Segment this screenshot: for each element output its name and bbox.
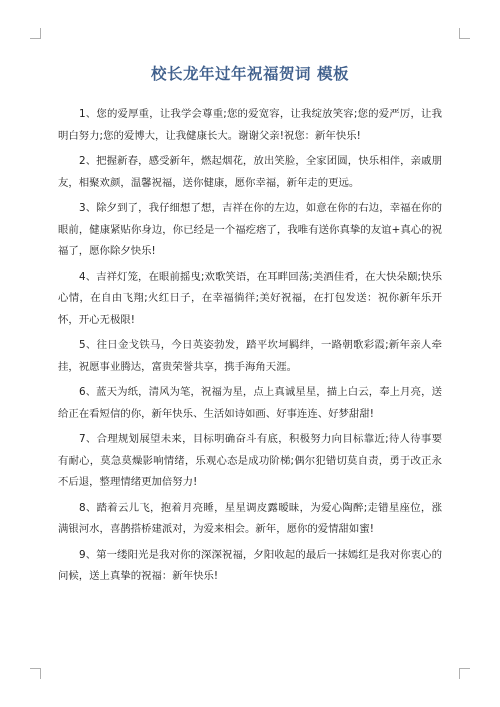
paragraph-8: 8、踏着云儿飞，抱着月亮睡，星星调皮露暧昧，为爱心陶醉;走错星座位，涨满银河水，喜鹊搭桥建派对，为爱来相会。新年，愿你的爱情甜如蜜! <box>58 501 442 535</box>
paragraph-4: 4、吉祥灯笼，在眼前摇曳;欢歌笑语，在耳畔回荡;美酒佳肴，在大快朵颐;快乐心情，在自由飞翔;火红日子，在幸福徜徉;美好祝福，在打包发送：祝你新年乐开怀，开心无极限! <box>58 270 442 326</box>
crop-mark-top-left <box>30 28 41 39</box>
crop-mark-top-right <box>459 28 470 39</box>
paragraph-5: 5、往日金戈铁马，今日英姿勃发，踏平坎坷羁绊，一路朝歌彩霞;新年亲人牵挂，祝愿事业腾达，富贵荣誉共享，携手海角天涯。 <box>58 339 442 373</box>
paragraph-7: 7、合理规划展望未来，目标明确奋斗有底，积极努力向目标靠近;待人待事要有耐心，莫急莫燥影响情绪，乐观心态是成功阶梯;偶尔犯错切莫自责，勇于改正永不后退，整理情绪更加倍努力! <box>58 433 442 488</box>
document-body <box>58 104 442 592</box>
crop-mark-bottom-right <box>459 668 470 679</box>
paragraph-2: 2、把握新春，感受新年，燃起烟花，放出笑脸，全家团圆，快乐相伴，亲戚朋友，相聚欢颜，温馨祝福，送你健康，愿你幸福，新年走的更远。 <box>58 155 442 189</box>
paragraph-3: 3、除夕到了，我仔细想了想，吉祥在你的左边，如意在你的右边，幸福在你的眼前，健康紧贴你身边，你已经是一个福疙瘩了，我唯有送你真挚的友谊+真心的祝福了，愿你除夕快乐! <box>58 202 442 257</box>
paragraph-9: 9、第一缕阳光是我对你的深深祝福，夕阳收起的最后一抹嫣红是我对你衷心的问候，送上真挚的祝福：新年快乐! <box>58 548 442 582</box>
crop-mark-bottom-left <box>30 668 41 679</box>
document-title: 校长龙年过年祝福贺词 模板 <box>151 65 349 83</box>
paragraph-6: 6、蓝天为纸，清风为笔，祝福为星，点上真诚星星，描上白云，奉上月亮，送给正在看短信的你，新年快乐、生活如诗如画、好事连连、好梦甜甜! <box>58 386 442 420</box>
paragraph-1: 1、您的爱厚重，让我学会尊重;您的爱宽容，让我绽放笑容;您的爱严厉，让我明白努力;您的爱博大，让我健康长大。谢谢父亲!祝您：新年快乐! <box>58 108 442 142</box>
